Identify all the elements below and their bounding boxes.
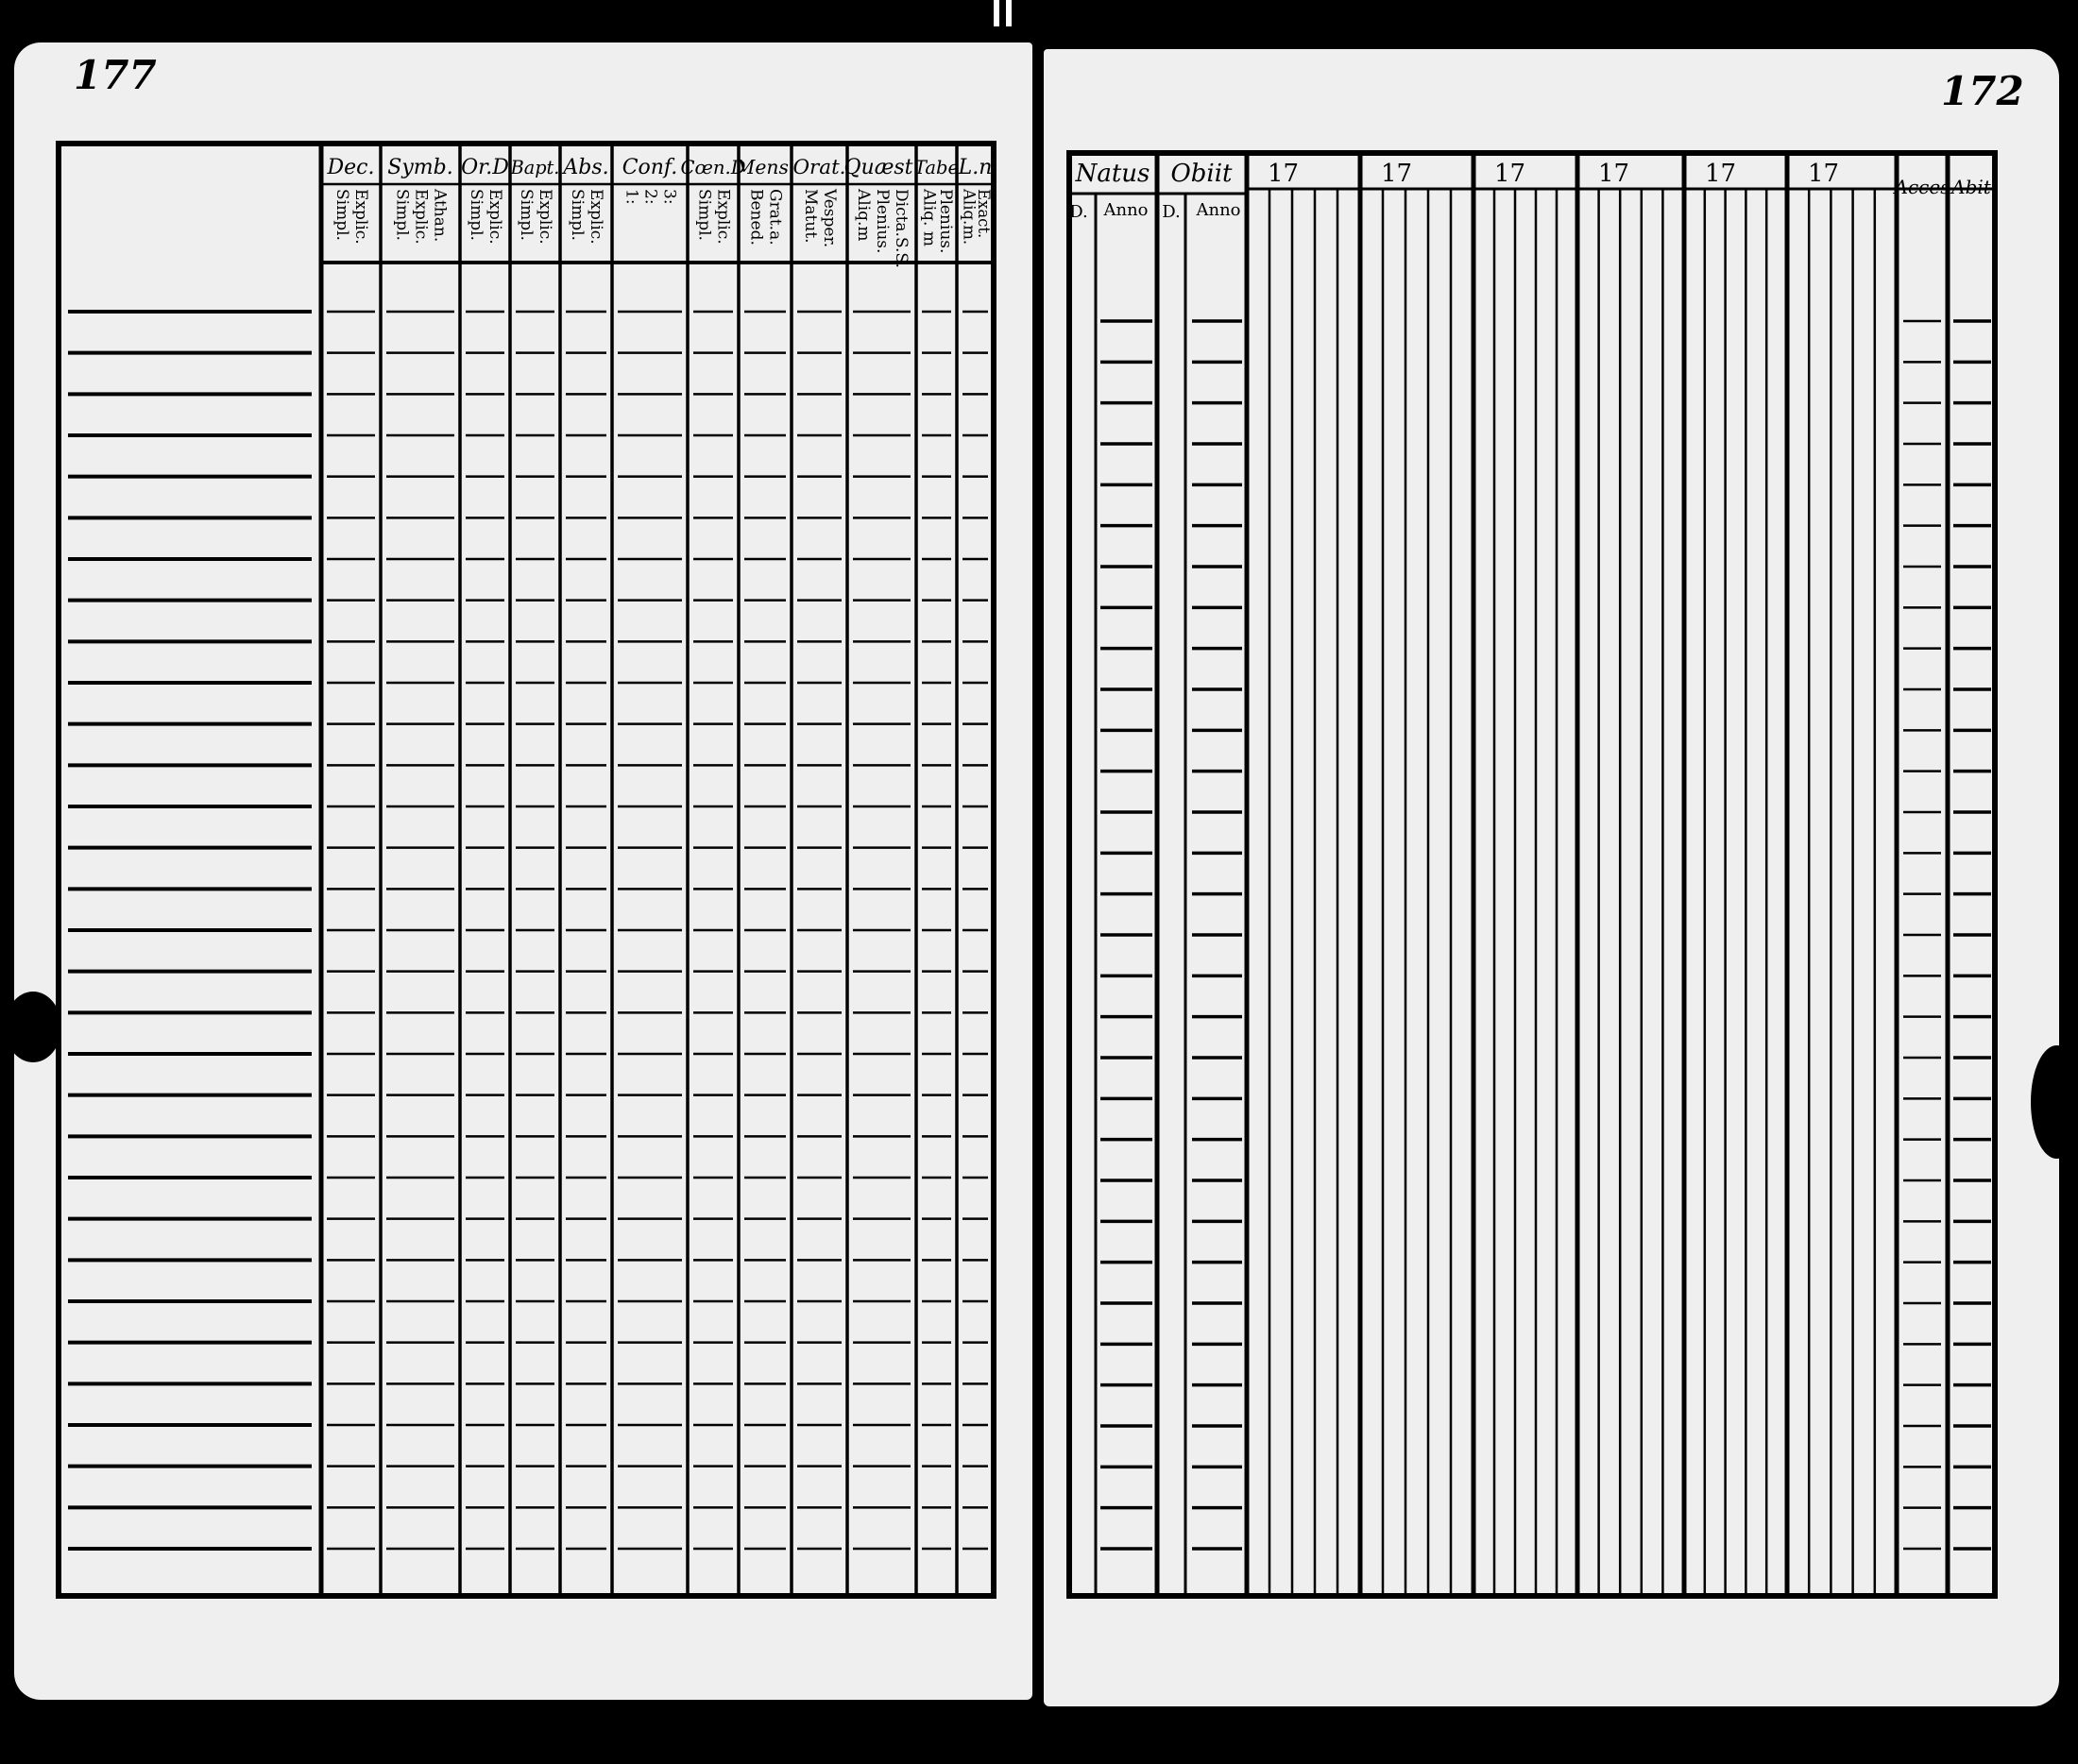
column-sublabel: Plenius. bbox=[873, 189, 892, 254]
column-sublabel: Plenius. bbox=[935, 189, 955, 254]
column-header: Dec. bbox=[327, 156, 375, 179]
column-sublabel: Simpl. bbox=[332, 189, 351, 241]
column-sublabel: Explic. bbox=[713, 189, 733, 245]
column-sublabel: Aliq.m bbox=[854, 189, 873, 242]
natus-header: Natus bbox=[1075, 160, 1150, 188]
column-header: Symb. bbox=[387, 156, 453, 179]
column-sublabel: Matut. bbox=[801, 189, 820, 244]
column-header: Or.D bbox=[461, 156, 509, 179]
year-column-header: 17 bbox=[1598, 160, 1630, 188]
natus-year-label: Anno bbox=[1103, 200, 1149, 220]
column-sublabel: Simpl. bbox=[467, 189, 485, 241]
column-sublabel: Aliq. m bbox=[919, 189, 939, 246]
column-sublabel: Vesper. bbox=[820, 189, 839, 248]
left-table-frame bbox=[59, 144, 994, 1596]
column-sublabel: Explic. bbox=[411, 189, 431, 245]
year-column-header: 17 bbox=[1494, 160, 1526, 188]
column-sublabel: Dicta.S.S. bbox=[892, 189, 911, 268]
column-sublabel: Simpl. bbox=[517, 189, 536, 241]
obiit-day-label: D. bbox=[1162, 202, 1181, 222]
year-column-header: 17 bbox=[1381, 160, 1413, 188]
column-sublabel: Simpl. bbox=[568, 189, 587, 241]
column-header: Tabe bbox=[913, 157, 960, 178]
column-sublabel: Aliq.m. bbox=[960, 189, 979, 246]
column-header: L.n bbox=[958, 156, 993, 179]
column-header: Orat. bbox=[792, 156, 846, 179]
column-header: Cœn.D bbox=[680, 157, 746, 178]
column-sublabel: Athan. bbox=[430, 189, 450, 243]
column-sublabel: Explic. bbox=[536, 189, 554, 245]
accessit-header: Acces bbox=[1894, 176, 1950, 198]
column-sublabel: Simpl. bbox=[392, 189, 412, 241]
year-column-header: 17 bbox=[1705, 160, 1737, 188]
obiit-year-label: Anno bbox=[1196, 200, 1241, 220]
year-column-header: 17 bbox=[1808, 160, 1840, 188]
natus-day-label: D. bbox=[1069, 202, 1088, 222]
column-header: Quæst. bbox=[843, 156, 920, 179]
year-column-header: 17 bbox=[1268, 160, 1300, 188]
column-sublabel: 1: bbox=[622, 189, 641, 205]
column-sublabel: Explic. bbox=[351, 189, 370, 245]
column-sublabel: Exact. bbox=[974, 189, 993, 239]
folio-number-left: 177 bbox=[74, 52, 157, 98]
abiit-header: Abit bbox=[1951, 176, 1991, 198]
column-sublabel: 3: bbox=[659, 189, 679, 205]
column-header: Conf. bbox=[622, 156, 678, 179]
column-header: Bapt. bbox=[510, 157, 560, 178]
obiit-header: Obiit bbox=[1170, 160, 1233, 188]
column-sublabel: Explic. bbox=[485, 189, 504, 245]
folio-number-right: 172 bbox=[1941, 68, 2024, 114]
column-sublabel: 2: bbox=[640, 189, 660, 205]
column-header: Mens. bbox=[735, 156, 795, 178]
column-sublabel: Explic. bbox=[587, 189, 605, 245]
column-sublabel: Simpl. bbox=[694, 189, 714, 241]
column-sublabel: Bened. bbox=[746, 189, 766, 246]
column-header: Abs. bbox=[563, 156, 609, 179]
column-sublabel: Grat.a. bbox=[765, 189, 785, 246]
right-table-frame bbox=[1069, 153, 1995, 1596]
